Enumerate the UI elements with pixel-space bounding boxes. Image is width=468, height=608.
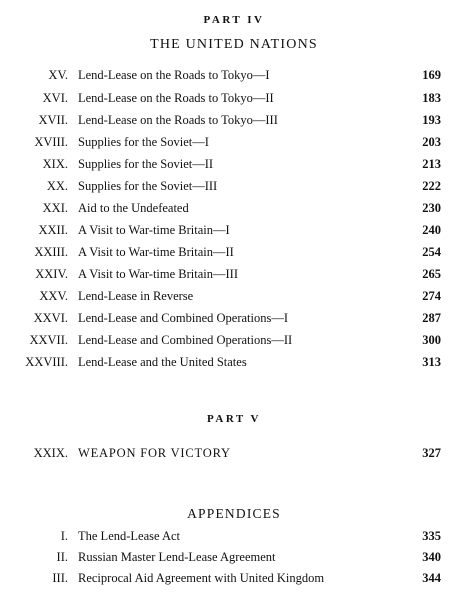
chapter-number: XXVII. xyxy=(29,333,68,347)
toc-entry xyxy=(0,311,468,333)
appendix-title: Reciprocal Aid Agreement with United Kingdom xyxy=(78,571,325,585)
page-number: 300 xyxy=(422,333,441,347)
appendix-entry xyxy=(0,571,468,593)
page-number: 230 xyxy=(422,201,441,215)
chapter-number: XXIII. xyxy=(34,245,68,259)
toc-entry xyxy=(0,223,468,245)
chapter-title: A Visit to War-time Britain—II xyxy=(78,245,234,259)
chapter-number: XVI. xyxy=(42,91,68,105)
chapter-number: XVII. xyxy=(38,113,68,127)
page-number: 340 xyxy=(422,550,441,564)
toc-entry xyxy=(0,201,468,223)
chapter-title: Lend-Lease and Combined Operations—II xyxy=(78,333,293,347)
chapter-number: XXII. xyxy=(38,223,68,237)
page-number: 274 xyxy=(422,289,441,303)
chapter-number: XIX. xyxy=(42,157,68,171)
part-v-label: PART V xyxy=(206,413,262,425)
chapter-number: XX. xyxy=(46,179,68,193)
appendices-title: APPENDICES xyxy=(187,506,281,521)
page-number: 213 xyxy=(422,157,441,171)
chapter-title: A Visit to War-time Britain—I xyxy=(78,223,230,237)
toc-entry xyxy=(0,157,468,179)
chapter-title: WEAPON FOR VICTORY xyxy=(78,446,231,460)
chapter-title: Supplies for the Soviet—II xyxy=(78,157,214,171)
part-iv-label: PART IV xyxy=(203,14,265,26)
appendix-entry xyxy=(0,529,468,551)
appendix-number: I. xyxy=(60,529,68,543)
chapter-number: XXIV. xyxy=(35,267,68,281)
chapter-title: Lend-Lease and Combined Operations—I xyxy=(78,311,289,325)
toc-entry xyxy=(0,91,468,113)
toc-entry xyxy=(0,267,468,289)
page-number: 169 xyxy=(422,68,441,82)
toc-entry xyxy=(0,289,468,311)
chapter-number: XXVIII. xyxy=(25,355,68,369)
toc-entry xyxy=(0,179,468,201)
page-number: 203 xyxy=(422,135,441,149)
chapter-title: Supplies for the Soviet—III xyxy=(78,179,218,193)
chapter-number: XXVI. xyxy=(33,311,68,325)
page-number: 254 xyxy=(422,245,441,259)
toc-entry xyxy=(0,355,468,377)
appendix-title: The Lend-Lease Act xyxy=(78,529,181,543)
part-iv-title: THE UNITED NATIONS xyxy=(150,37,318,52)
chapter-number: XXV. xyxy=(39,289,68,303)
page-number: 240 xyxy=(422,223,441,237)
chapter-title: Lend-Lease on the Roads to Tokyo—III xyxy=(78,113,278,127)
page-number: 313 xyxy=(422,355,441,369)
toc-entry xyxy=(0,446,468,468)
page-number: 335 xyxy=(422,529,441,543)
page-number: 327 xyxy=(422,446,441,460)
chapter-title: A Visit to War-time Britain—III xyxy=(78,267,239,281)
page-number: 344 xyxy=(422,571,441,585)
chapter-title: Lend-Lease in Reverse xyxy=(78,289,194,303)
chapter-title: Aid to the Undefeated xyxy=(78,201,189,215)
toc-entry xyxy=(0,245,468,267)
chapter-number: XV. xyxy=(48,68,68,82)
page-number: 183 xyxy=(422,91,441,105)
chapter-title: Lend-Lease on the Roads to Tokyo—II xyxy=(78,91,274,105)
chapter-number: XXI. xyxy=(42,201,68,215)
toc-entry xyxy=(0,68,468,90)
chapter-number: XXIX. xyxy=(33,446,68,460)
chapter-number: XVIII. xyxy=(34,135,68,149)
appendix-number: II. xyxy=(56,550,68,564)
appendix-number: III. xyxy=(52,571,68,585)
chapter-title: Supplies for the Soviet—I xyxy=(78,135,209,149)
toc-entry xyxy=(0,135,468,157)
toc-entry xyxy=(0,333,468,355)
chapter-title: Lend-Lease and the United States xyxy=(78,355,247,369)
chapter-title: Lend-Lease on the Roads to Tokyo—I xyxy=(78,68,270,82)
page-number: 193 xyxy=(422,113,441,127)
page-number: 265 xyxy=(422,267,441,281)
toc-entry xyxy=(0,113,468,135)
appendix-title: Russian Master Lend-Lease Agreement xyxy=(78,550,276,564)
page-number: 222 xyxy=(422,179,441,193)
appendix-entry xyxy=(0,550,468,572)
page-number: 287 xyxy=(422,311,441,325)
